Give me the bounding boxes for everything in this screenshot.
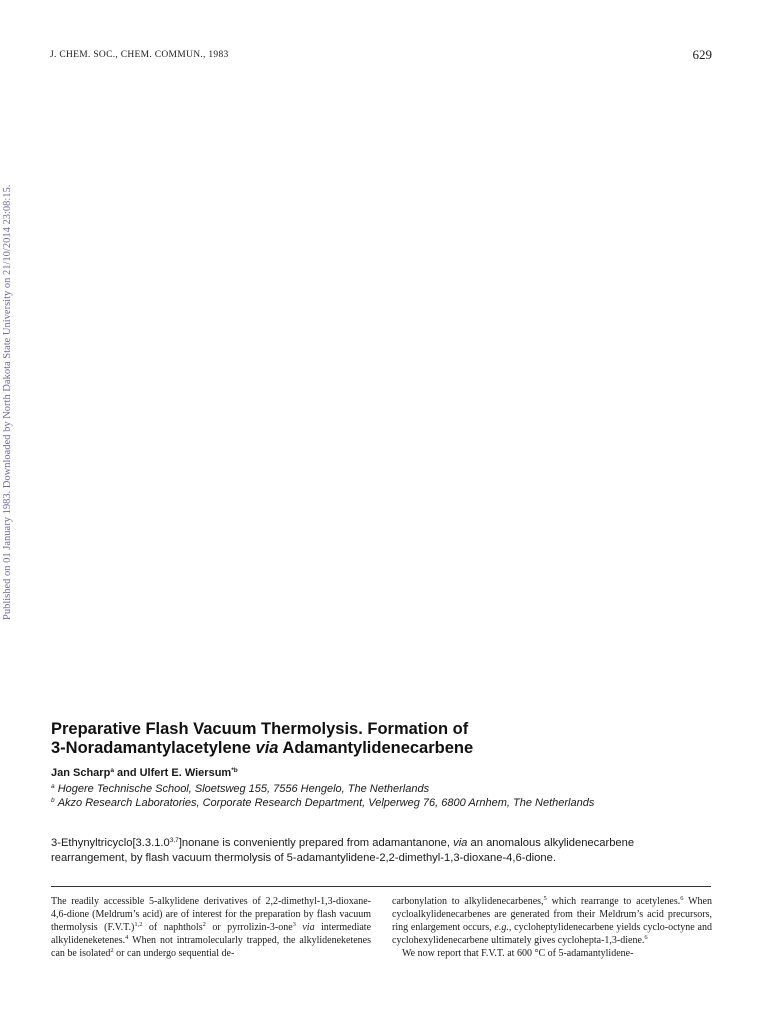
abstract-via: via — [453, 837, 468, 849]
title-line-2-end: Adamantylidenecarbene — [278, 739, 474, 757]
body-italic: e.g. — [494, 922, 509, 933]
reference-mark: 2 — [110, 947, 114, 954]
title-via: via — [255, 739, 279, 757]
reference-mark: 5 — [543, 895, 547, 902]
divider-rule — [51, 886, 711, 887]
reference-mark: 3 — [292, 921, 296, 928]
author-2: Ulfert E. Wiersum — [139, 767, 232, 779]
abstract-end: an anomalous alkylidenecarbene rearrangement, by flash vacuum thermolysis of 5-adamantylidene-2,2-dimethyl-1,3-dioxane-4,6-dione. — [51, 837, 635, 864]
body-italic: via — [302, 922, 315, 933]
reference-mark: 2 — [202, 921, 206, 928]
body-text: of naphthols — [142, 922, 203, 933]
affiliation-a-mark: a — [51, 783, 55, 790]
body-text: or pyrrolizin-3-one — [205, 922, 293, 933]
article-title — [51, 720, 711, 758]
body-paragraph-right — [392, 895, 712, 960]
affiliation-b-mark: b — [51, 797, 55, 804]
affiliation-a — [51, 783, 691, 796]
body-text: , cycloheptylidenecarbene yields cyclo-octyne and cyclohexylidenecarbene ultimately gives cyclohepta-1,3-diene. — [392, 922, 712, 946]
body-text: intermediate alkylideneketenes. — [51, 922, 372, 946]
body-text: We now report that F.V.T. at 600 °C of 5-adamantylidene- — [392, 948, 634, 959]
reference-mark: 6 — [644, 934, 648, 941]
author-line — [51, 767, 238, 779]
page-number: 629 — [692, 47, 712, 62]
reference-mark: 6 — [680, 895, 684, 902]
author-1-mark: a — [110, 767, 114, 774]
affiliation-b-text: Akzo Research Laboratories, Corporate Research Department, Velperweg 76, 6800 Arnhem, The Netherlands — [57, 797, 595, 809]
reference-mark: 1,2 — [134, 921, 143, 928]
author-conjunction: and — [113, 767, 140, 779]
journal-citation: J. CHEM. SOC., CHEM. COMMUN., 1983 — [50, 50, 229, 60]
body-column-left — [51, 895, 371, 960]
body-text: which rearrange to acetylenes. — [546, 896, 681, 907]
title-line-2-start: 3-Noradamantylacetylene — [51, 739, 256, 757]
title-line-1: Preparative Flash Vacuum Thermolysis. Formation of — [51, 720, 469, 738]
body-paragraph-left — [51, 895, 371, 960]
running-header — [50, 47, 718, 66]
body-text: When cycloalkylidenecarbenes are generated from their Meldrum’s acid precursors, ring enlargement occurs, — [392, 896, 712, 933]
abstract — [51, 836, 711, 865]
author-1: Jan Scharp — [51, 767, 111, 779]
abstract-rest: ]nonane is conveniently prepared from adamantanone, — [178, 837, 454, 849]
body-text: carbonylation to alkylidenecarbenes, — [392, 896, 544, 907]
body-text: The readily accessible 5-alkylidene derivatives of 2,2-dimethyl-1,3-dioxane-4,6-dione (Meldrum’s acid) are of interest for the preparation by flash vacuum thermolysis (F.V.T.) — [51, 896, 371, 933]
reference-mark: 4 — [125, 934, 129, 941]
body-text: When not intramolecularly trapped, the alkylideneketenes can be isolated — [51, 935, 371, 959]
author-2-mark: *b — [231, 767, 238, 774]
affiliation-b — [51, 797, 691, 810]
affiliation-a-text: Hogere Technische School, Sloetsweg 155, 7556 Hengelo, The Netherlands — [57, 783, 430, 795]
abstract-sup: 3,7 — [169, 837, 179, 844]
body-column-right — [392, 895, 712, 960]
body-text: or can undergo sequential de- — [113, 948, 235, 959]
abstract-start: 3-Ethynyltricyclo[3.3.1.0 — [51, 837, 170, 849]
download-watermark: Published on 01 January 1983. Downloaded by North Dakota State University on 21/10/2014 23:08:15. — [2, 184, 13, 620]
